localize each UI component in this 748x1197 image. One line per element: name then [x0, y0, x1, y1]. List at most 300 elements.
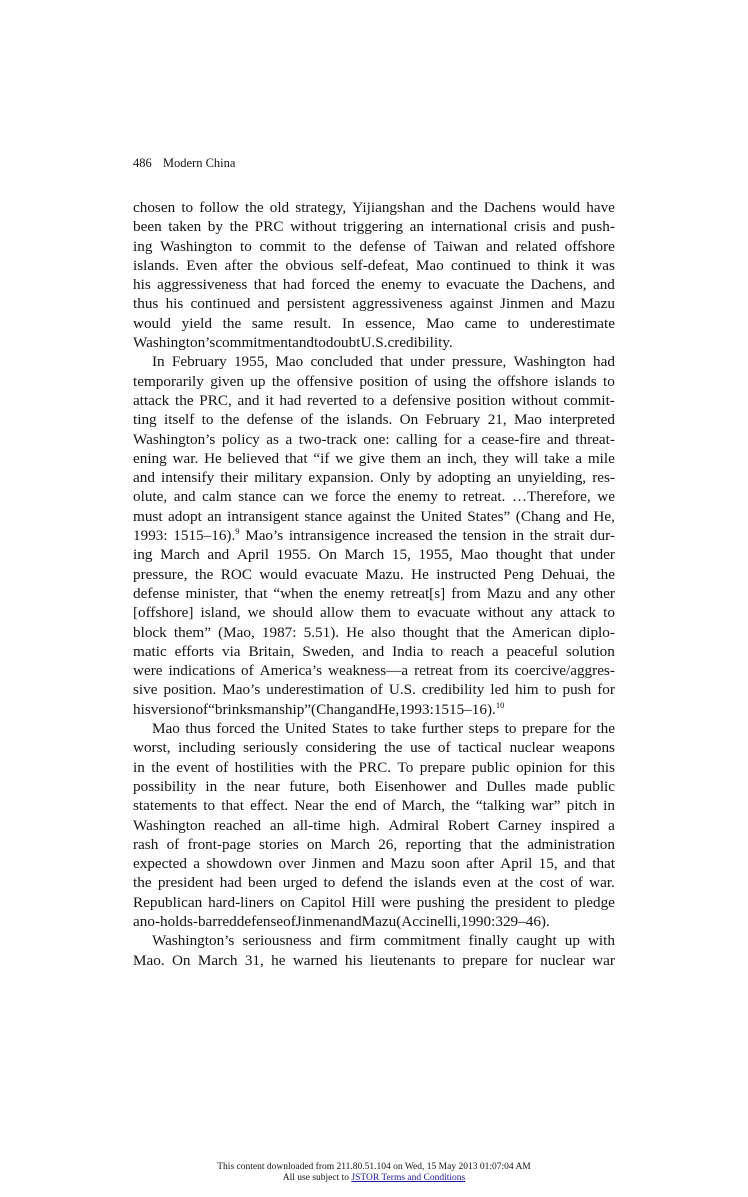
word: came	[464, 314, 497, 332]
word: Dehuai,	[541, 565, 589, 583]
word: to	[313, 237, 326, 255]
word: war.	[172, 449, 199, 467]
word: United	[284, 720, 327, 738]
word: dur-	[589, 527, 615, 545]
word: statements	[133, 797, 198, 815]
word: even	[462, 874, 492, 892]
word: “brinksmanship”	[208, 700, 312, 718]
text-line	[133, 931, 615, 950]
word: his	[344, 951, 363, 969]
word: enemy	[381, 276, 422, 294]
word: of	[166, 835, 180, 853]
word: Dulles	[486, 777, 526, 795]
word: 15,	[538, 855, 558, 873]
word: defense	[236, 912, 284, 930]
word: (Mao,	[218, 623, 255, 641]
text-line	[133, 796, 615, 815]
word: and	[546, 430, 569, 448]
word: it	[265, 391, 274, 409]
word: the	[596, 720, 615, 738]
word: that	[221, 797, 244, 815]
text-line	[133, 487, 615, 506]
word: He,	[377, 700, 400, 718]
word: tension	[462, 527, 507, 545]
word: and	[355, 700, 378, 718]
word: the	[222, 314, 242, 332]
word: retreat[s]	[390, 584, 446, 602]
word: position.	[163, 681, 217, 699]
word: island,	[200, 604, 241, 622]
word: the	[438, 527, 457, 545]
word: result.	[293, 314, 332, 332]
word: intransigence	[288, 527, 370, 545]
word: Mao	[514, 411, 542, 429]
word: an	[409, 218, 424, 236]
word: to	[556, 893, 569, 911]
word: “when	[273, 584, 314, 602]
word: “talking	[475, 797, 525, 815]
word: their	[220, 469, 249, 487]
word: the	[151, 758, 170, 776]
word: led	[490, 681, 509, 699]
word: war	[592, 951, 615, 969]
word: and	[362, 642, 385, 660]
text-line	[133, 642, 615, 661]
word: the	[320, 411, 339, 429]
word: the	[319, 584, 338, 602]
word: stories	[258, 835, 299, 853]
word: offshore	[564, 237, 615, 255]
word: Washington	[160, 237, 233, 255]
word: adopt	[168, 507, 202, 525]
word: the	[459, 199, 478, 216]
word: March	[344, 546, 385, 564]
word: aggressiveness	[157, 276, 248, 294]
word: 1515–16).$^9$	[173, 526, 240, 545]
word: a	[193, 855, 201, 873]
word: ting	[133, 411, 157, 429]
text-line	[133, 507, 615, 526]
word: the	[372, 488, 391, 506]
word: after	[224, 256, 253, 274]
paragraph	[133, 352, 615, 719]
text-line	[133, 777, 615, 796]
text-line	[133, 758, 615, 777]
word: take	[544, 449, 570, 467]
word: essence,	[365, 314, 416, 332]
word: Jinmen	[500, 295, 544, 313]
word: itself	[163, 411, 195, 429]
word: In	[341, 314, 355, 332]
word: April	[236, 546, 269, 564]
word: Mao	[460, 546, 489, 564]
word: administration	[527, 835, 615, 853]
word: ing	[133, 546, 153, 564]
word: February	[425, 411, 481, 429]
word: unyielding,	[517, 469, 587, 487]
word: the	[245, 199, 264, 216]
word: …Therefore,	[511, 488, 591, 506]
word: Jinmen	[311, 855, 356, 873]
word: U.S.	[388, 681, 416, 699]
word: In	[152, 353, 165, 371]
text-line	[133, 623, 615, 642]
word: Peng	[503, 565, 534, 583]
word: India	[392, 642, 424, 660]
word: (Accinelli,	[396, 912, 461, 930]
word: to	[504, 720, 517, 738]
word: weapons	[561, 739, 615, 757]
text-line	[133, 294, 615, 313]
word: by	[416, 469, 432, 487]
word: to	[544, 681, 557, 699]
text-line	[133, 217, 615, 236]
word: Yijiangshan	[352, 199, 425, 216]
word: had	[593, 353, 615, 371]
word: the	[472, 372, 492, 390]
word: any	[530, 604, 553, 622]
text-line	[133, 951, 615, 970]
word: them	[360, 604, 392, 622]
word: Mao	[152, 720, 180, 738]
word: we	[335, 449, 353, 467]
word: and	[207, 546, 230, 564]
word: that	[253, 276, 277, 294]
word: two-track	[298, 430, 357, 448]
word: under	[410, 353, 445, 371]
word: to	[203, 797, 216, 815]
word: of	[370, 681, 383, 699]
word: him	[514, 681, 539, 699]
word: opinion	[516, 758, 563, 776]
word: made	[535, 777, 568, 795]
word: commitment	[383, 932, 461, 950]
word: his	[165, 295, 184, 313]
word: follow	[199, 199, 239, 216]
word: the	[333, 237, 352, 255]
word: of	[300, 411, 314, 429]
word: against	[347, 507, 391, 525]
text-line	[133, 893, 615, 912]
word: of	[241, 662, 254, 680]
text-line	[133, 603, 615, 622]
article-body	[133, 198, 615, 970]
word: Only	[379, 469, 411, 487]
word: weakness—a	[328, 662, 409, 680]
word: He,	[593, 507, 615, 525]
word: evacuate	[446, 276, 500, 294]
word: of	[215, 758, 229, 776]
word: PRC,	[199, 391, 232, 409]
word: Britain,	[248, 642, 295, 660]
word: pressure,	[451, 353, 507, 371]
word: future,	[289, 777, 330, 795]
word: to	[444, 488, 457, 506]
word: 31,	[244, 951, 264, 969]
word: expansion.	[308, 469, 374, 487]
word: He	[204, 449, 222, 467]
word: with	[587, 932, 615, 950]
word: and	[485, 237, 508, 255]
word: defend	[341, 874, 383, 892]
word: cease-fire	[481, 430, 541, 448]
word: the	[389, 874, 408, 892]
word: enemy	[397, 488, 438, 506]
text-line	[133, 700, 615, 719]
word: the	[330, 797, 349, 815]
word: reached	[213, 816, 262, 834]
footnote-marker: 9	[235, 526, 240, 537]
word: war.	[589, 874, 615, 892]
word: of	[413, 237, 427, 255]
word: thought	[495, 546, 543, 564]
word: forced	[216, 720, 256, 738]
text-line	[133, 738, 615, 757]
word: PRC.	[358, 758, 392, 776]
word: Taiwan	[433, 237, 479, 255]
text-line	[133, 256, 615, 275]
word: position	[359, 372, 409, 390]
word: without	[477, 604, 524, 622]
jstor-terms-link[interactable]: JSTOR Terms and Conditions	[351, 1173, 466, 1183]
word: to	[362, 391, 375, 409]
word: and	[455, 777, 478, 795]
journal-title: Modern China	[162, 156, 236, 170]
word: aggressiveness	[352, 295, 443, 313]
text-line	[133, 912, 615, 931]
text-line	[133, 873, 615, 892]
word: concluded	[310, 353, 373, 371]
word: them”	[173, 623, 211, 641]
word: 1955,	[418, 546, 453, 564]
word: persistent	[286, 295, 346, 313]
word: for	[573, 720, 591, 738]
word: Mao’s	[222, 681, 261, 699]
word: Republican	[133, 893, 203, 911]
word: Washington’s	[133, 334, 216, 352]
word: Eisenhower	[374, 777, 447, 795]
word: up	[564, 932, 580, 950]
word: continued	[450, 256, 511, 274]
word: was	[591, 256, 615, 274]
word: possibility	[133, 777, 197, 795]
text-line	[133, 816, 615, 835]
word: we	[247, 604, 266, 622]
word: effect.	[250, 797, 289, 815]
word: were	[133, 662, 163, 680]
word: that	[380, 353, 403, 371]
running-head	[133, 155, 235, 171]
word: and	[551, 295, 574, 313]
word: commit	[259, 237, 306, 255]
word: States”	[467, 507, 511, 525]
word: as	[266, 430, 279, 448]
word: an	[207, 507, 222, 525]
word: PRC	[254, 218, 284, 236]
word: sive	[133, 681, 158, 699]
word: to	[239, 237, 252, 255]
word: Washington’s	[152, 932, 235, 950]
word: inspired	[550, 816, 600, 834]
word: had	[219, 874, 242, 892]
word: the	[514, 874, 534, 892]
word: Mazu	[486, 584, 522, 602]
word: evacuate	[417, 604, 471, 622]
word: crisis	[513, 218, 546, 236]
word: defense	[359, 237, 406, 255]
word: April	[500, 855, 533, 873]
word: military	[254, 469, 303, 487]
word: think	[537, 256, 569, 274]
word: the	[175, 391, 194, 409]
word: and	[237, 391, 260, 409]
word: for	[597, 681, 615, 699]
word: position	[456, 391, 506, 409]
word: strait	[553, 527, 585, 545]
word: calling	[396, 430, 438, 448]
word: and	[592, 276, 615, 294]
word: on	[279, 893, 295, 911]
word: islands	[554, 372, 597, 390]
word: stance	[238, 488, 277, 506]
word: Washington’s	[133, 430, 216, 448]
word: Dachens	[483, 199, 537, 216]
word: for	[443, 430, 462, 448]
word: thus	[185, 720, 211, 738]
word: to	[314, 334, 326, 352]
word: the	[333, 758, 353, 776]
word: to	[323, 874, 336, 892]
word: commit-	[563, 391, 615, 409]
page-number: 486	[133, 156, 152, 170]
word: the	[383, 739, 403, 757]
word: public	[577, 777, 615, 795]
word: will	[514, 449, 539, 467]
word: underestimate	[529, 314, 615, 332]
word: interpreted	[549, 411, 615, 429]
word: and	[361, 855, 384, 873]
word: would	[542, 199, 581, 216]
word: that	[244, 584, 268, 602]
word: He	[411, 565, 429, 583]
word: the	[451, 797, 470, 815]
word: should	[272, 604, 313, 622]
word: increased	[375, 527, 433, 545]
word: force	[334, 488, 366, 506]
word: prepare	[522, 720, 568, 738]
word: 26,	[378, 835, 398, 853]
word: United	[420, 507, 462, 525]
text-line	[133, 526, 615, 545]
word: that	[592, 855, 615, 873]
word: using	[433, 372, 467, 390]
word: the	[260, 720, 280, 738]
word: and	[133, 469, 155, 487]
word: ROC	[220, 565, 253, 583]
word: the	[596, 565, 615, 583]
text-line	[133, 198, 615, 217]
word: pushing	[416, 893, 465, 911]
word: defense	[133, 584, 180, 602]
word: that	[549, 546, 573, 564]
word: attack	[559, 604, 597, 622]
word: continued	[190, 295, 251, 313]
word: the	[500, 835, 519, 853]
word: via	[221, 642, 241, 660]
word: peaceful	[506, 642, 558, 660]
word: by	[207, 218, 223, 236]
word: Capitol	[300, 893, 346, 911]
word: underestimation	[266, 681, 365, 699]
paragraph	[133, 719, 615, 931]
word: (Chang	[515, 507, 561, 525]
word: res-	[592, 469, 615, 487]
paragraph	[133, 198, 615, 352]
word: nuclear	[509, 739, 555, 757]
word: over	[278, 855, 306, 873]
word: from	[458, 662, 489, 680]
word: finally	[468, 932, 509, 950]
word: rash	[133, 835, 159, 853]
word: retreat	[414, 662, 453, 680]
word: a	[285, 430, 293, 448]
word: mile	[587, 449, 615, 467]
text-line	[133, 352, 615, 371]
word: to	[427, 276, 440, 294]
text-line	[133, 719, 615, 738]
word: retreat.	[462, 488, 506, 506]
word: reach	[451, 642, 484, 660]
word: without	[290, 218, 337, 236]
download-footer	[0, 1162, 748, 1184]
word: caught	[516, 932, 557, 950]
word: solution	[565, 642, 615, 660]
word: March	[160, 546, 200, 564]
word: been	[133, 218, 162, 236]
word: calm	[202, 488, 232, 506]
word: thus	[133, 295, 159, 313]
word: considering	[305, 739, 377, 757]
word: for	[568, 758, 587, 776]
word: [offshore]	[133, 604, 194, 622]
word: and	[563, 855, 586, 873]
word: intensify	[161, 469, 215, 487]
text-line	[133, 854, 615, 873]
word: old	[269, 199, 290, 216]
word: a	[468, 430, 475, 448]
word: indications	[168, 662, 236, 680]
word: given	[210, 372, 244, 390]
word: chosen	[133, 199, 176, 216]
word: same	[251, 314, 284, 332]
word: credibility.	[387, 334, 453, 352]
word: 1515–16).$^{10}$	[433, 699, 505, 718]
word: islands.	[133, 256, 179, 274]
word: stance	[304, 507, 343, 525]
word: he	[271, 951, 286, 969]
word: March,	[401, 797, 446, 815]
word: of	[283, 912, 296, 930]
word: of	[195, 700, 209, 718]
word: related	[515, 237, 557, 255]
word: with	[300, 758, 328, 776]
word: yield	[181, 314, 212, 332]
word: an	[269, 816, 285, 834]
word: offshore	[497, 372, 549, 390]
word: attack	[133, 391, 170, 409]
word: 1955,	[233, 353, 269, 371]
word: temporarily	[133, 372, 204, 390]
